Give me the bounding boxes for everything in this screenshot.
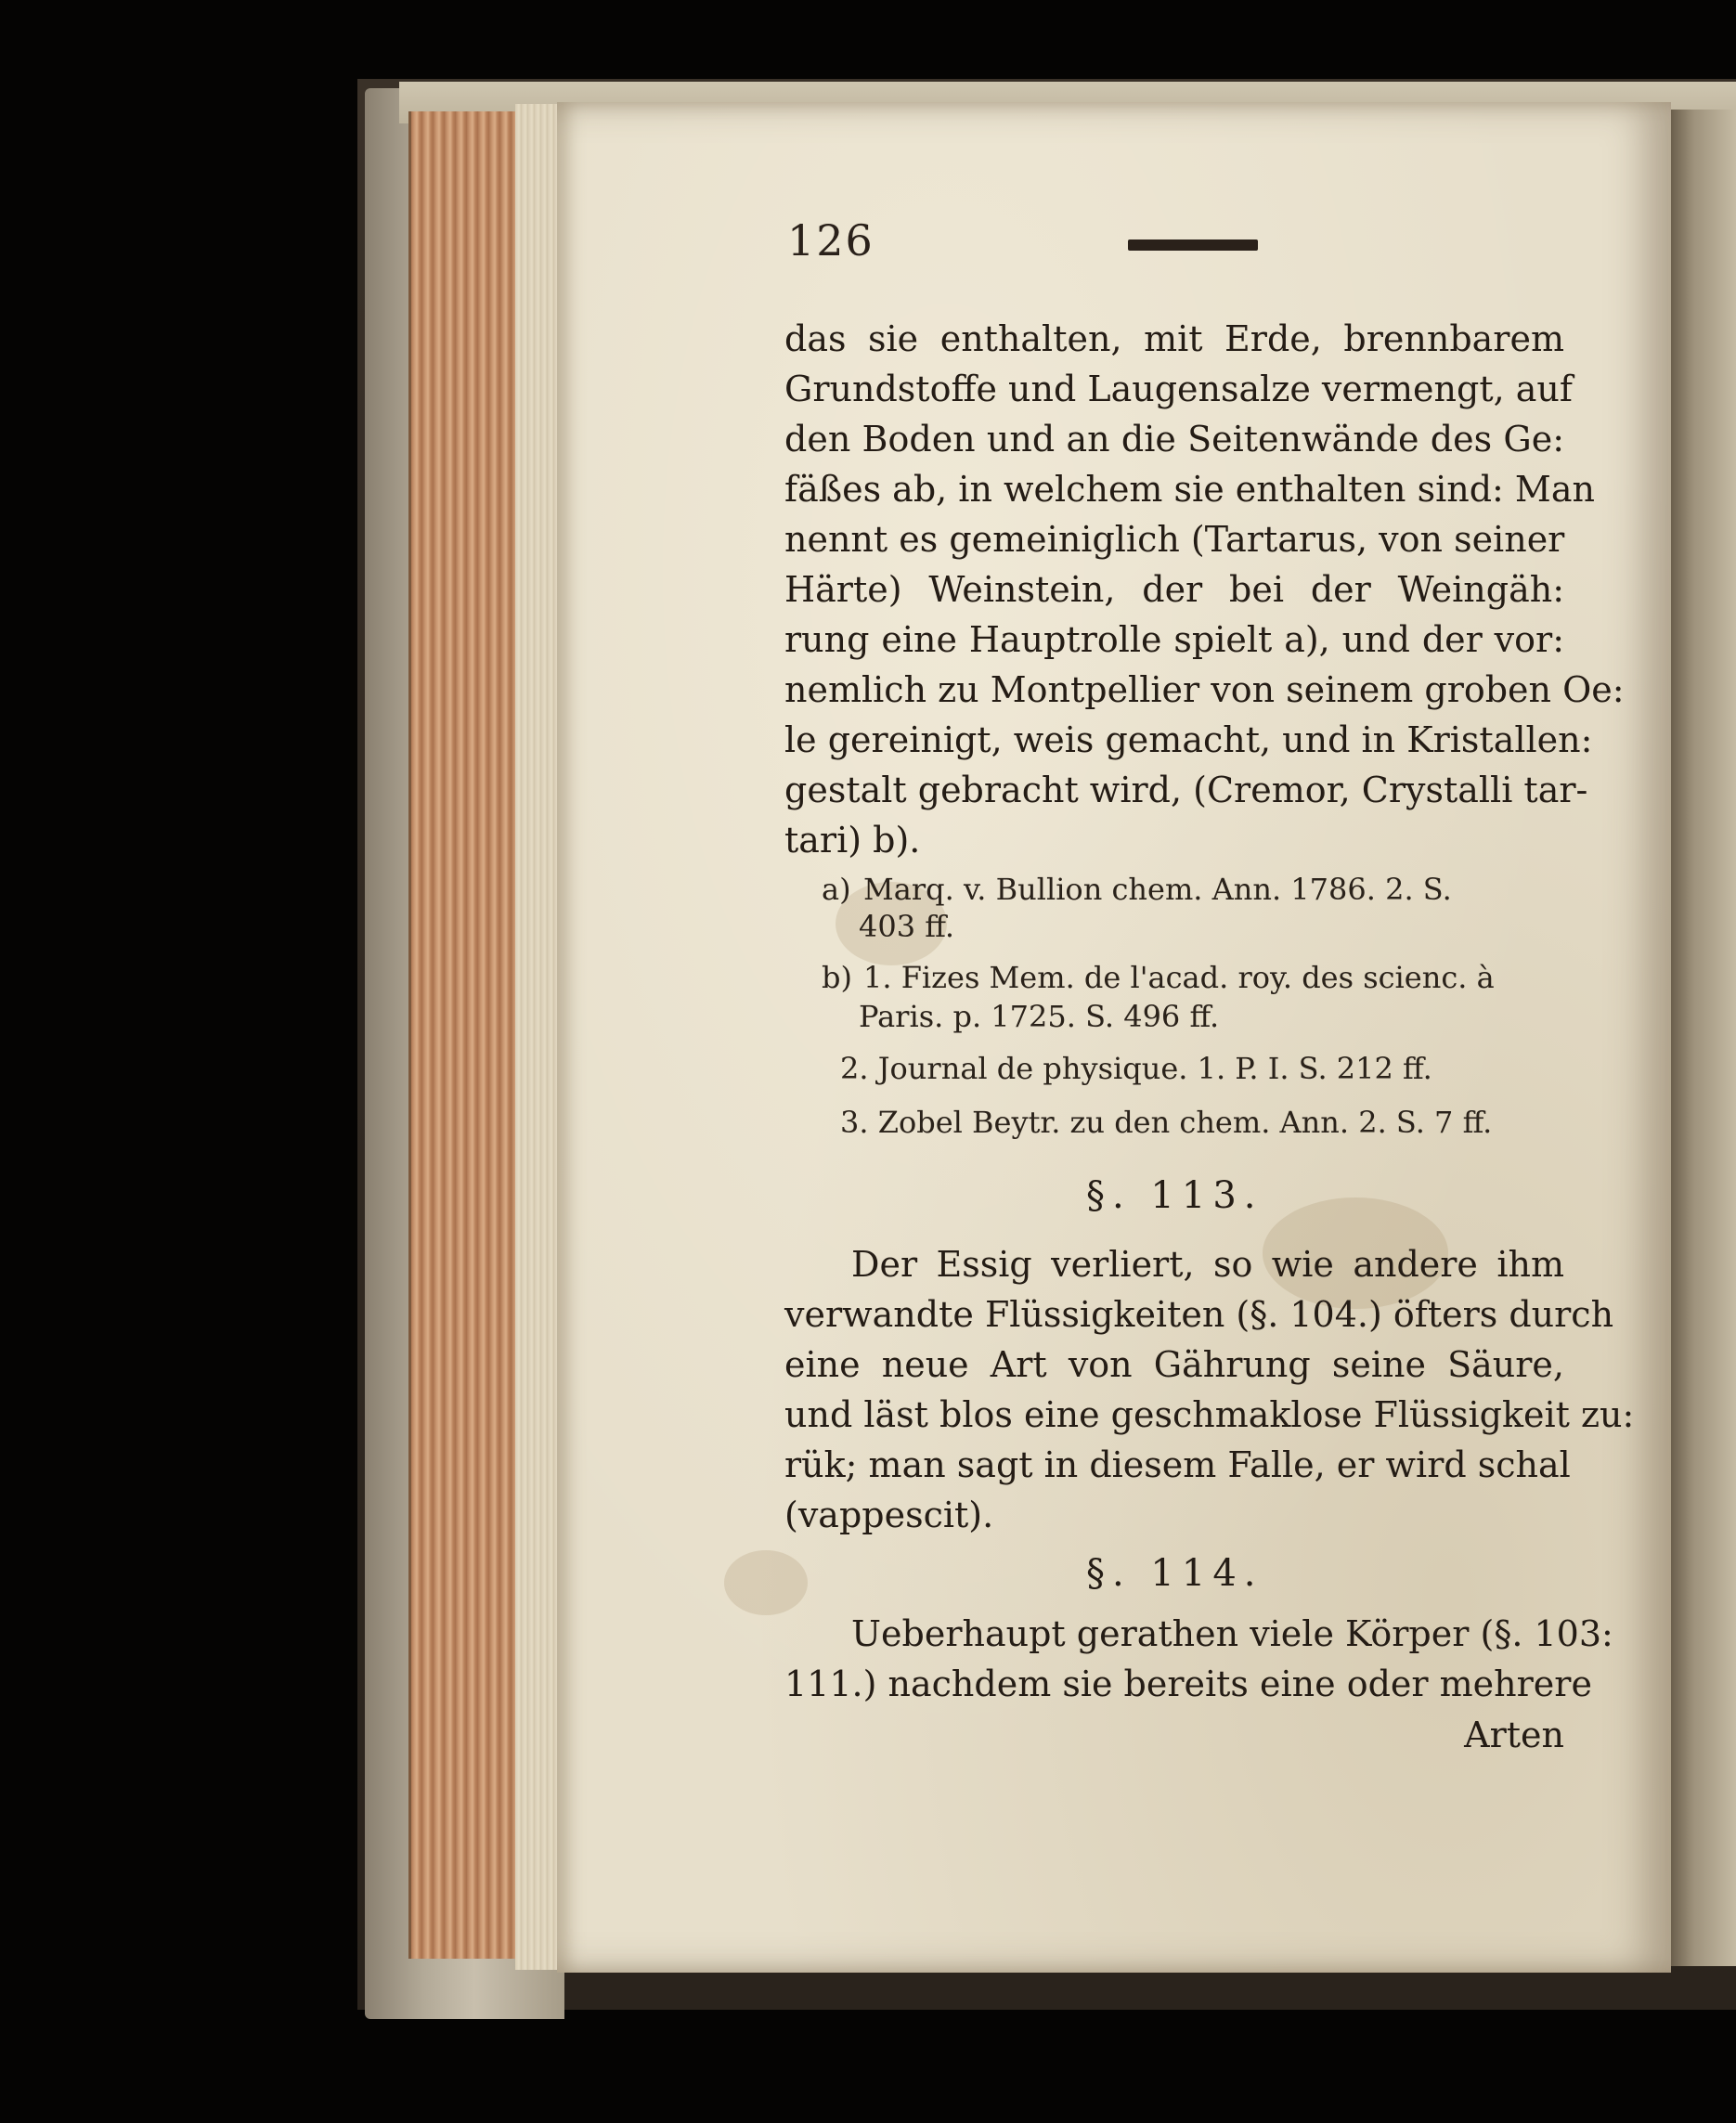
text-line: Härte) Weinstein, der bei der Weingäh: bbox=[784, 569, 1564, 610]
text-line: rük; man sagt in diesem Falle, er wird schal bbox=[784, 1444, 1571, 1485]
footnote-line: Paris. p. 1725. S. 496 ff. bbox=[859, 999, 1220, 1034]
text-line: Ueberhaupt gerathen viele Körper (§. 103: bbox=[851, 1613, 1613, 1654]
footnote-line: Marq. v. Bullion chem. Ann. 1786. 2. S. bbox=[863, 872, 1452, 907]
text-line: Grundstoffe und Laugensalze vermengt, auf bbox=[784, 369, 1573, 409]
text-line: fäßes ab, in welchem sie enthalten sind: Man bbox=[784, 469, 1595, 510]
footnote-line: 3. Zobel Beytr. zu den chem. Ann. 2. S. 7 ff. bbox=[840, 1105, 1493, 1140]
text-line: nennt es gemeiniglich (Tartarus, von seiner bbox=[784, 519, 1565, 560]
page-number: 126 bbox=[787, 215, 874, 265]
text-line: (vappescit). bbox=[784, 1495, 994, 1535]
paragraph-1 bbox=[784, 314, 1625, 871]
text-line: 111.) nachdem sie bereits eine oder mehrere bbox=[784, 1663, 1592, 1704]
section-heading-114: §. 114. bbox=[1086, 1552, 1263, 1595]
section-heading-113: §. 113. bbox=[1086, 1174, 1263, 1217]
text-line: und läst blos eine geschmaklose Flüssigkeit zu: bbox=[784, 1394, 1635, 1435]
section-114-text bbox=[784, 1609, 1613, 1711]
facing-page-edge bbox=[1671, 110, 1736, 1966]
text-line: eine neue Art von Gährung seine Säure, bbox=[784, 1344, 1564, 1385]
text-line: rung eine Hauptrolle spielt a), und der vor: bbox=[784, 619, 1564, 660]
footnote-marker: a) bbox=[822, 872, 851, 907]
text-line: nemlich zu Montpellier von seinem groben Oe: bbox=[784, 669, 1625, 710]
header-rule bbox=[1128, 239, 1258, 251]
text-line: den Boden und an die Seitenwände des Ge: bbox=[784, 419, 1564, 460]
text-line: le gereinigt, weis gemacht, und in Kristallen: bbox=[784, 719, 1593, 760]
text-line: Der Essig verliert, so wie andere ihm bbox=[851, 1244, 1564, 1285]
text-line: gestalt gebracht wird, (Cremor, Crystalli tar- bbox=[784, 770, 1588, 810]
footnote-line: 403 ff. bbox=[859, 909, 955, 944]
section-113-text bbox=[784, 1239, 1635, 1555]
footnote-marker: b) bbox=[822, 960, 852, 995]
foxing-spot bbox=[724, 1550, 808, 1615]
page-fan bbox=[515, 104, 562, 1970]
footnote-line: 2. Journal de physique. 1. P. I. S. 212 ff. bbox=[840, 1051, 1432, 1086]
footnote-line: 1. Fizes Mem. de l'acad. roy. des scienc. à bbox=[863, 960, 1495, 995]
catchword-container bbox=[784, 1710, 1564, 1760]
text-line: verwandte Flüssigkeiten (§. 104.) öfters durch bbox=[784, 1294, 1614, 1335]
text-line: tari) b). bbox=[784, 820, 921, 861]
catchword: Arten bbox=[1464, 1715, 1564, 1755]
text-line: das sie enthalten, mit Erde, brennbarem bbox=[784, 318, 1564, 359]
